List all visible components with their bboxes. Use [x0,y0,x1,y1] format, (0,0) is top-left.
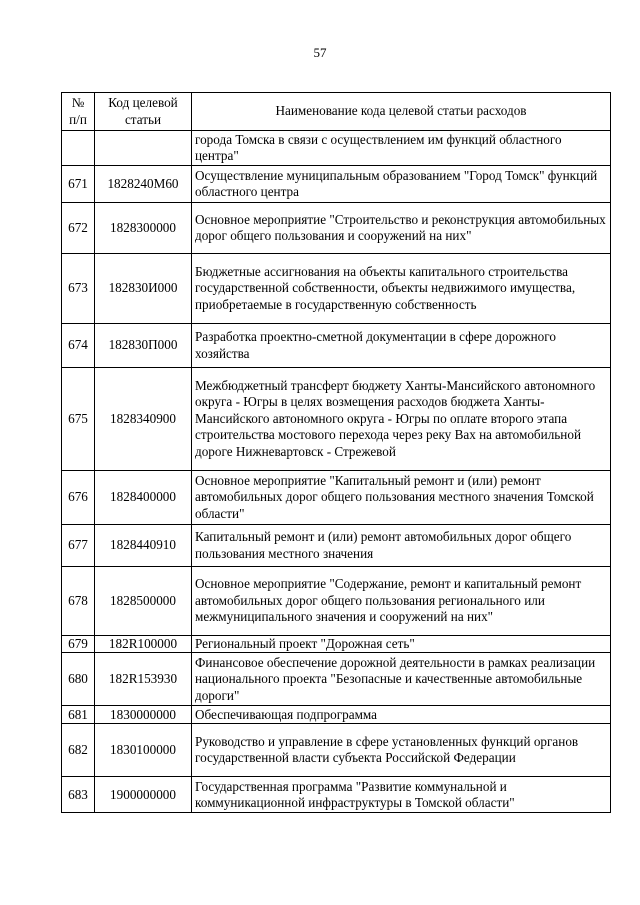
header-num: № п/п [62,93,95,131]
table-row [62,324,611,368]
row-name: Основное мероприятие "Строительство и реконструкция автомобильных дорог общего пользования и сооружений на них" [192,203,611,254]
row-code: 182830И000 [95,254,192,324]
row-code: 182R100000 [95,636,192,653]
row-num [62,131,95,166]
row-name: Бюджетные ассигнования на объекты капитального строительства государственной собственности, объекты недвижимого имущества, приобретаемые в государственную собственность [192,254,611,324]
row-num: 677 [62,525,95,567]
row-name: Межбюджетный трансферт бюджету Ханты-Мансийского автономного округа - Югры в целях возмещения расходов бюджета Ханты-Мансийского автономного округа - Югры по оплате второго этапа строительства мостового перехода через реку Вах на автомобильной дороге Нижневартовск - Стрежевой [192,368,611,471]
table-row [62,166,611,203]
row-code: 1828400000 [95,471,192,525]
row-code [95,131,192,166]
table-row [62,567,611,636]
row-num: 675 [62,368,95,471]
table-row [62,636,611,653]
row-code: 182830П000 [95,324,192,368]
row-name: Осуществление муниципальным образованием "Город Томск" функций областного центра [192,166,611,203]
table-row [62,706,611,724]
row-num: 671 [62,166,95,203]
row-name: Обеспечивающая подпрограмма [192,706,611,724]
table-header-row [62,93,611,131]
page-number: 57 [313,45,327,60]
row-num: 680 [62,653,95,706]
row-name: города Томска в связи с осуществлением им функций областного центра" [192,131,611,166]
row-num: 678 [62,567,95,636]
row-num: 681 [62,706,95,724]
row-code: 1828340900 [95,368,192,471]
row-name: Региональный проект "Дорожная сеть" [192,636,611,653]
row-code: 1830000000 [95,706,192,724]
row-code: 1900000000 [95,777,192,813]
row-code: 1828240М60 [95,166,192,203]
row-code: 1830100000 [95,724,192,777]
row-num: 674 [62,324,95,368]
table-row [62,724,611,777]
row-num: 683 [62,777,95,813]
table-row [62,368,611,471]
table-row [62,203,611,254]
row-num: 682 [62,724,95,777]
header-code: Код целевой статьи [95,93,192,131]
row-num: 676 [62,471,95,525]
table-row [62,653,611,706]
table-row [62,131,611,166]
table-row [62,254,611,324]
row-num: 672 [62,203,95,254]
budget-code-table [61,92,611,813]
row-name: Финансовое обеспечение дорожной деятельности в рамках реализации национального проекта "Безопасные и качественные автомобильные дороги" [192,653,611,706]
row-code: 1828440910 [95,525,192,567]
header-name: Наименование кода целевой статьи расходов [192,93,611,131]
row-code: 1828500000 [95,567,192,636]
row-name: Основное мероприятие "Содержание, ремонт и капитальный ремонт автомобильных дорог общего пользования регионального или межмуниципального значения и сооружений на них" [192,567,611,636]
row-code: 182R153930 [95,653,192,706]
row-num: 679 [62,636,95,653]
table-row [62,777,611,813]
table-row [62,471,611,525]
row-name: Государственная программа "Развитие коммунальной и коммуникационной инфраструктуры в Томской области" [192,777,611,813]
row-code: 1828300000 [95,203,192,254]
row-name: Основное мероприятие "Капитальный ремонт и (или) ремонт автомобильных дорог общего пользования местного значения Томской области" [192,471,611,525]
table-row [62,525,611,567]
row-num: 673 [62,254,95,324]
row-name: Руководство и управление в сфере установленных функций органов государственной власти субъекта Российской Федерации [192,724,611,777]
row-name: Разработка проектно-сметной документации в сфере дорожного хозяйства [192,324,611,368]
row-name: Капитальный ремонт и (или) ремонт автомобильных дорог общего пользования местного значения [192,525,611,567]
